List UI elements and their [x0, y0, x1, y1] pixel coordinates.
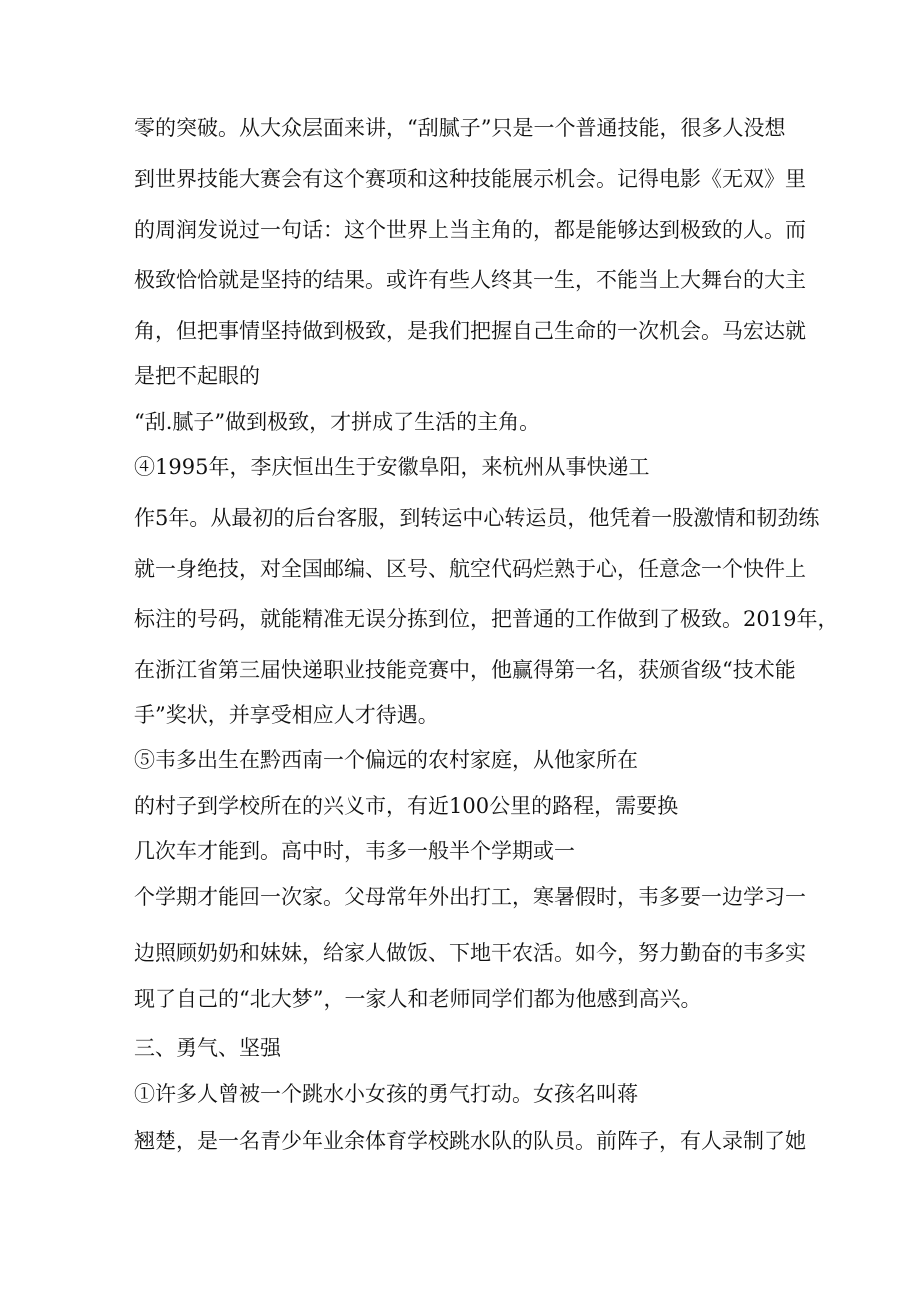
text-line: 就一身绝技，对全国邮编、区号、航空代码烂熟于心，任意念一个快件上 [134, 557, 806, 581]
text-line: 到世界技能大赛会有这个赛项和这种技能展示机会。记得电影《无双》里 [134, 167, 806, 191]
text-line: 几次车才能到。高中时，韦多一般半个学期或一 [134, 839, 575, 863]
text-line: 是把不起眼的 [134, 364, 260, 388]
text-line: 手”奖状，并享受相应人才待遇。 [134, 703, 439, 727]
text-line: 极致恰恰就是坚持的结果。或许有些人终其一生，不能当上大舞台的大主 [134, 268, 806, 292]
text-line: ⑤韦多出生在黔西南一个偏远的农村家庭，从他家所在 [134, 748, 638, 772]
text-line: 翘楚，是一名青少年业余体育学校跳水队的队员。前阵子，有人录制了她 [134, 1129, 806, 1153]
text-line: 角，但把事情坚持做到极致，是我们把握自己生命的一次机会。马宏达就 [134, 319, 806, 343]
text-line: ①许多人曾被一个跳水小女孩的勇气打动。女孩名叫蒋 [134, 1082, 638, 1106]
section-heading: 三、勇气、坚强 [134, 1036, 281, 1060]
text-line: 零的突破。从大众层面来讲，“刮腻子”只是一个普通技能，很多人没想 [134, 116, 786, 140]
text-line: 现了自己的“北大梦”，一家人和老师同学们都为他感到高兴。 [134, 987, 702, 1011]
text-line: ④1995年，李庆恒出生于安徽阜阳，来杭州从事快递工 [134, 455, 650, 479]
text-line: 边照顾奶奶和妹妹，给家人做饭、下地干农活。如今，努力勤奋的韦多实 [134, 941, 806, 965]
text-line: 个学期才能回一次家。父母常年外出打工，寒暑假时，韦多要一边学习一 [134, 885, 806, 909]
text-line: 的村子到学校所在的兴义市，有近100公里的路程，需要换 [134, 794, 679, 818]
text-line: “刮.腻子”做到极致，才拼成了生活的主角。 [134, 410, 541, 434]
text-line: 标注的号码，就能精准无误分拣到位，把普通的工作做到了极致。2019年， [134, 607, 839, 631]
text-line: 在浙江省第三届快递职业技能竞赛中，他赢得第一名，获颁省级“技术能 [134, 658, 796, 682]
text-line: 的周润发说过一句话：这个世界上当主角的，都是能够达到极致的人。而 [134, 218, 806, 242]
text-line: 作5年。从最初的后台客服，到转运中心转运员，他凭着一股激情和韧劲练 [134, 506, 820, 530]
